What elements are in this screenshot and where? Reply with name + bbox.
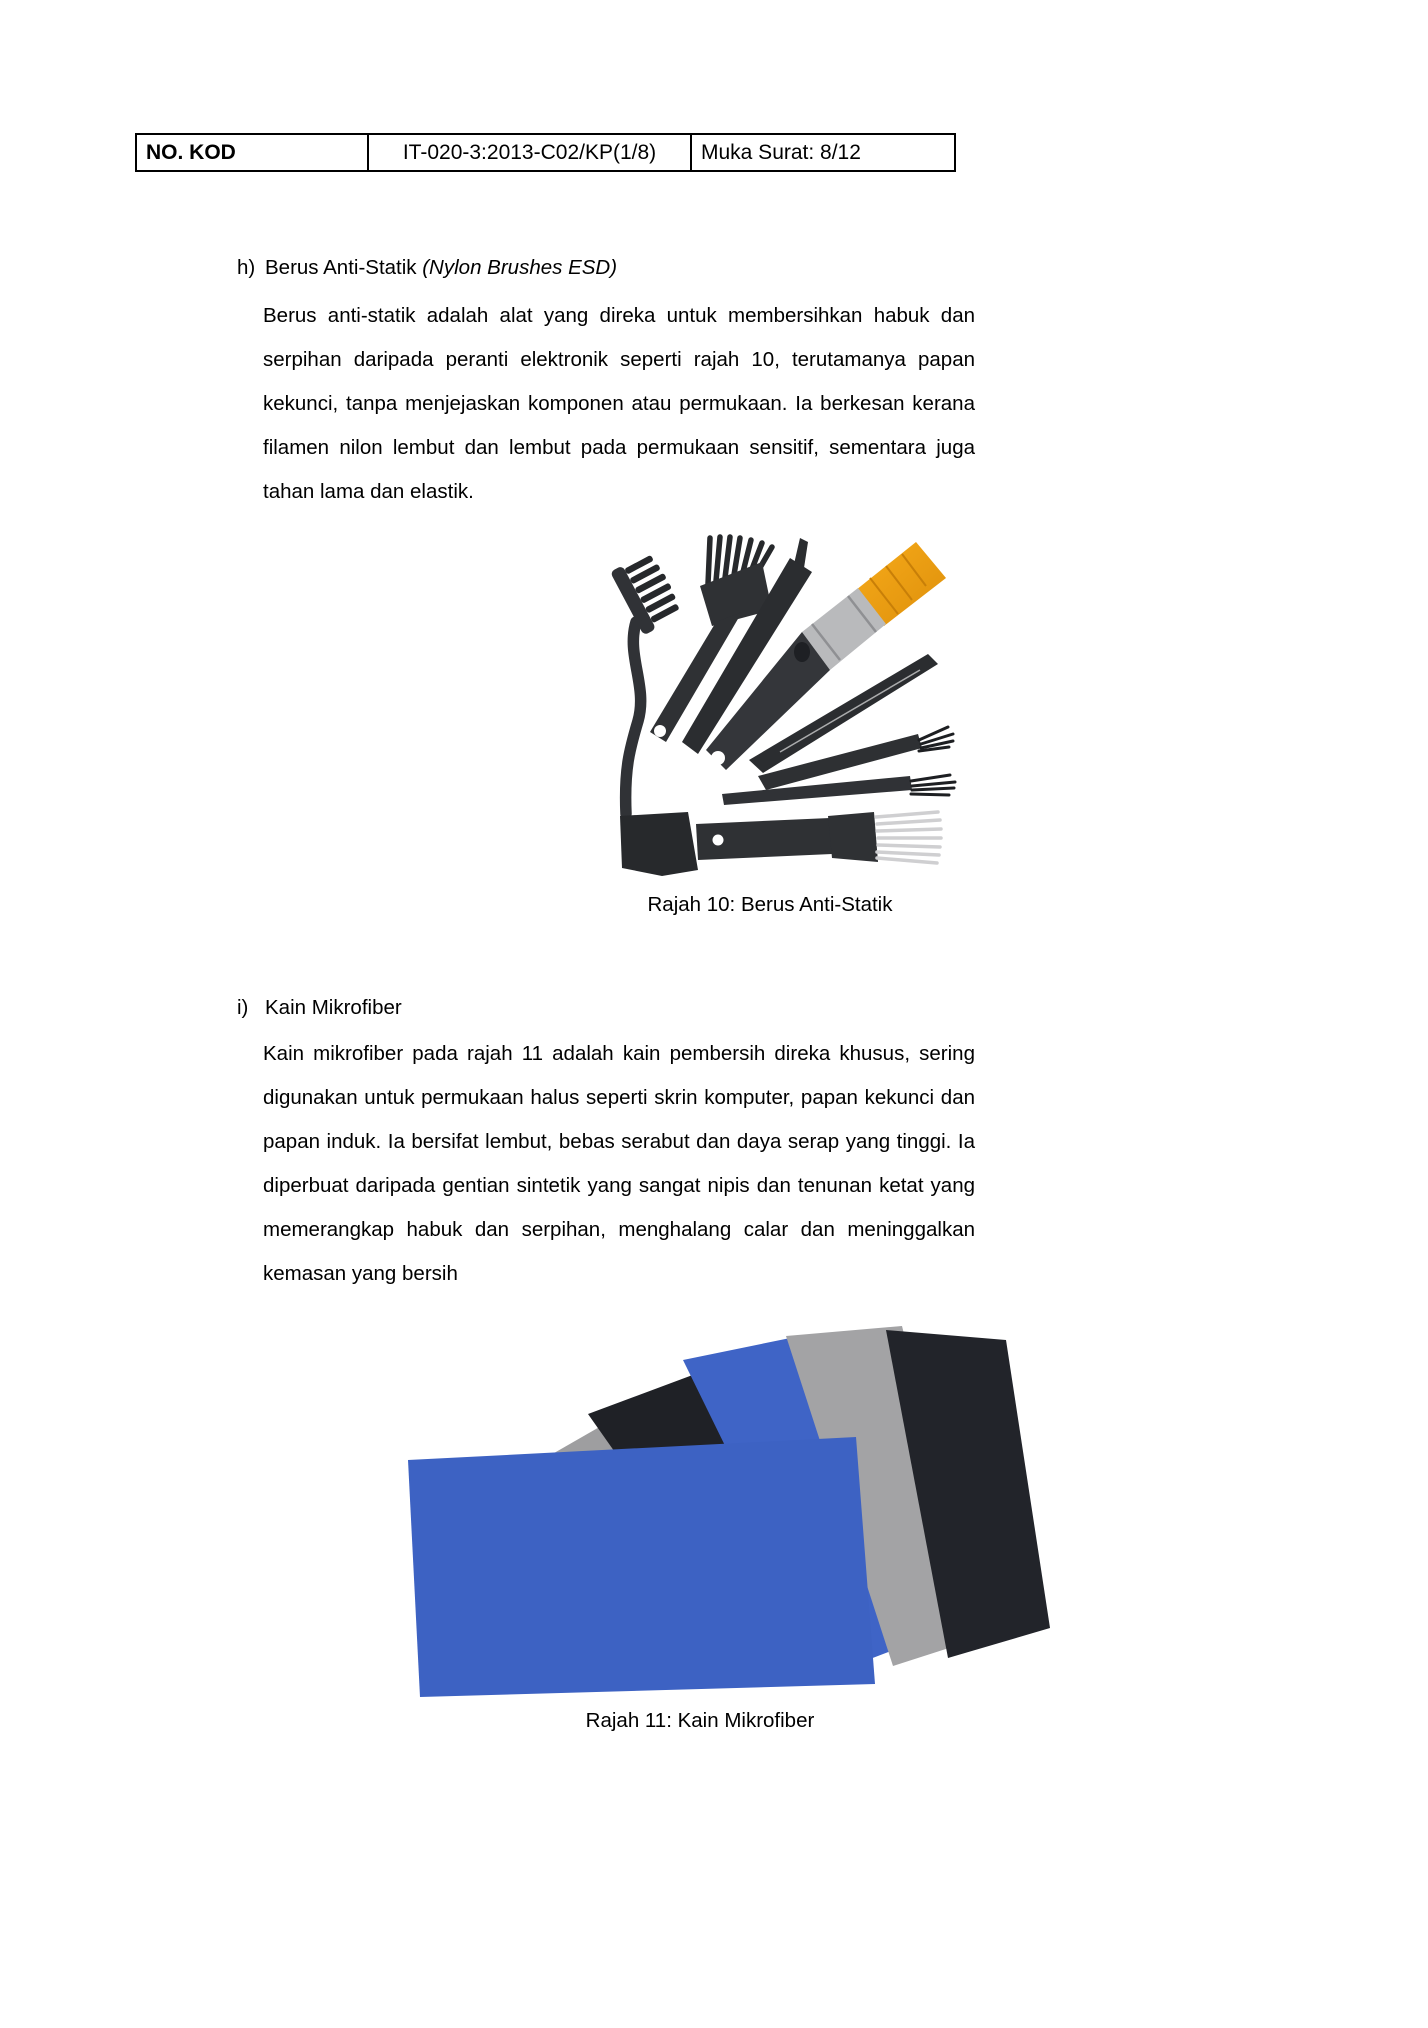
section-i-title: Kain Mikrofiber xyxy=(265,996,402,1019)
section-h-title-italic: (Nylon Brushes ESD) xyxy=(422,256,618,279)
section-i-paragraph xyxy=(263,1032,975,1296)
brush-set-illustration xyxy=(450,524,1005,884)
white-bristles xyxy=(876,812,941,863)
section-h-paragraph xyxy=(263,294,975,514)
slim-detail-brush xyxy=(722,775,955,805)
section-h-heading xyxy=(237,246,617,290)
page-number: Muka Surat: 8/12 xyxy=(701,140,861,164)
paragraph-line: filamen nilon lembut dan lembut pada permukaan sensitif, sementara juga xyxy=(263,436,975,459)
paragraph-line: diperbuat daripada gentian sintetik yang sangat nipis dan tenunan ketat yang xyxy=(263,1174,975,1197)
section-i-marker: i) xyxy=(237,996,249,1019)
spatula-brush xyxy=(620,812,941,876)
paragraph-line: Kain mikrofiber pada rajah 11 adalah kain pembersih direka khusus, sering xyxy=(263,1042,975,1065)
figure-caption-rajah-10: Rajah 10: Berus Anti-Statik xyxy=(647,893,893,916)
paragraph-line: papan induk. Ia bersifat lembut, bebas serabut dan daya serap yang tinggi. Ia xyxy=(263,1130,975,1153)
microfiber-cloth-illustration xyxy=(388,1310,1058,1702)
header-table xyxy=(135,133,956,172)
paragraph-line: serpihan daripada peranti elektronik seperti rajah 10, terutamanya papan xyxy=(263,348,975,371)
paragraph-line: kekunci, tanpa menjejaskan komponen atau permukaan. Ia berkesan kerana xyxy=(263,392,975,415)
toothbrush-brush xyxy=(610,550,685,814)
paragraph-line: kemasan yang bersih xyxy=(263,1262,458,1285)
header-cell-kod-value xyxy=(369,135,692,170)
cloth-blue-front xyxy=(408,1437,875,1697)
paragraph-line: digunakan untuk permukaan halus seperti skrin komputer, papan kekunci dan xyxy=(263,1086,975,1109)
figure-rajah-11-microfiber-cloths xyxy=(388,1310,1058,1702)
header-cell-muka-surat xyxy=(692,135,954,170)
paragraph-line: Berus anti-statik adalah alat yang direka untuk membersihkan habuk dan xyxy=(263,304,975,327)
section-i-heading xyxy=(237,986,402,1030)
paragraph-line: tahan lama dan elastik. xyxy=(263,480,474,503)
section-h-title xyxy=(265,246,617,290)
kod-value: IT-020-3:2013-C02/KP(1/8) xyxy=(402,140,657,164)
section-h-title-text: Berus Anti-Statik xyxy=(265,256,423,279)
figure-caption-rajah-11: Rajah 11: Kain Mikrofiber xyxy=(585,1709,815,1732)
section-h-marker: h) xyxy=(237,256,256,279)
paragraph-line: memerangkap habuk dan serpihan, menghalang calar dan meninggalkan xyxy=(263,1218,975,1241)
no-kod-label: NO. KOD xyxy=(146,140,236,164)
figure-rajah-10-brush-set xyxy=(450,524,1005,884)
header-cell-no-kod xyxy=(137,135,369,170)
